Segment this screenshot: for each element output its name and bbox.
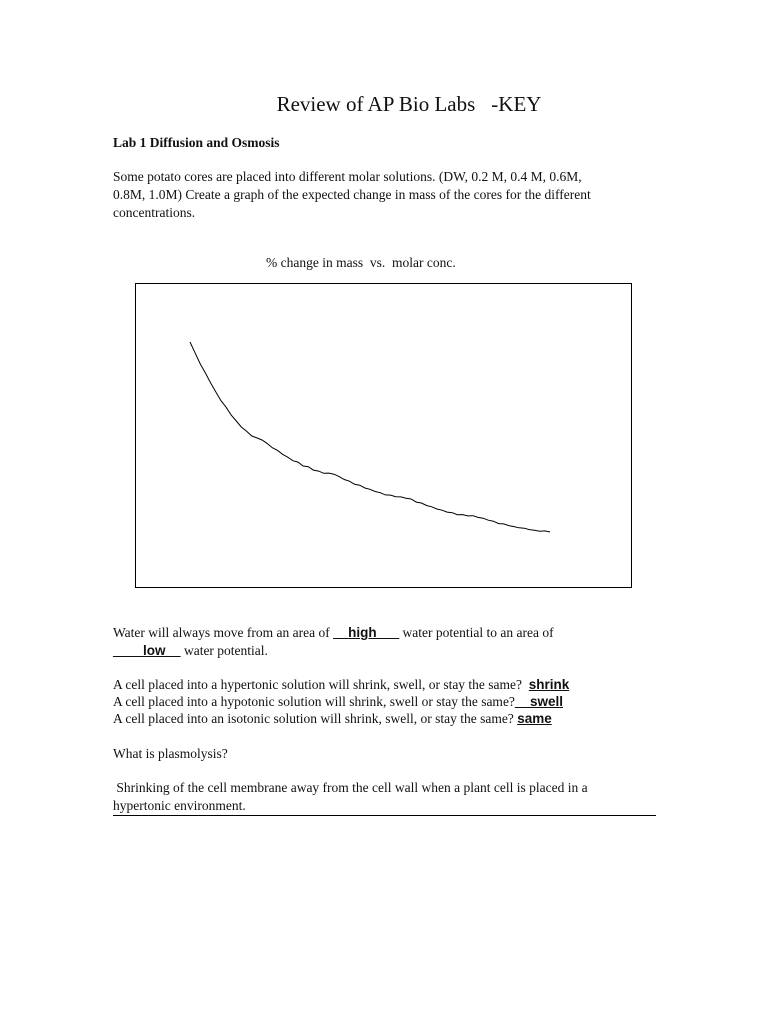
answer-underline [113, 815, 656, 816]
title-key: -KEY [491, 92, 542, 116]
water-text-2: water potential to an area of [399, 625, 554, 640]
water-line-1 [113, 624, 554, 642]
intro-paragraph [113, 168, 591, 222]
chart-frame [135, 283, 632, 588]
plasmolysis-answer-line-2: hypertonic environment. [113, 798, 246, 813]
water-text-1: Water will always move from an area of [113, 625, 334, 640]
intro-line-2: 0.8M, 1.0M) Create a graph of the expected change in mass of the cores for the different [113, 187, 591, 202]
hypotonic-question: A cell placed into a hypotonic solution will shrink, swell or stay the same?__swell [113, 694, 563, 709]
answer-same: same [517, 711, 552, 726]
isotonic-question: A cell placed into an isotonic solution will shrink, swell, or stay the same? same [113, 711, 552, 726]
series-curve [190, 342, 550, 532]
answer-low: ____low__ [113, 643, 181, 658]
water-text-3: water potential. [180, 643, 268, 658]
answer-high: __high___ [333, 625, 400, 640]
section-heading: Lab 1 Diffusion and Osmosis [113, 135, 280, 150]
intro-line-1: Some potato cores are placed into different molar solutions. (DW, 0.2 M, 0.4 M, 0.6M, [113, 169, 582, 184]
cell-questions [113, 676, 569, 727]
plasmolysis-question: What is plasmolysis? [113, 746, 228, 761]
intro-line-3: concentrations. [113, 205, 196, 220]
water-question [113, 624, 554, 660]
hypertonic-question: A cell placed into a hypertonic solution will shrink, swell, or stay the same? shrink [113, 677, 570, 692]
water-line-2 [113, 642, 554, 660]
chart-plot [136, 284, 631, 587]
title-main: Review of AP Bio Labs [276, 92, 476, 116]
chart-title: % change in mass vs. molar conc. [266, 255, 456, 270]
page-title [0, 92, 768, 117]
answer-shrink: shrink [528, 677, 570, 692]
answer-swell: __swell [514, 694, 563, 709]
plasmolysis-answer [113, 779, 588, 815]
plasmolysis-answer-line-1: Shrinking of the cell membrane away from the cell wall when a plant cell is placed in a [113, 780, 588, 795]
